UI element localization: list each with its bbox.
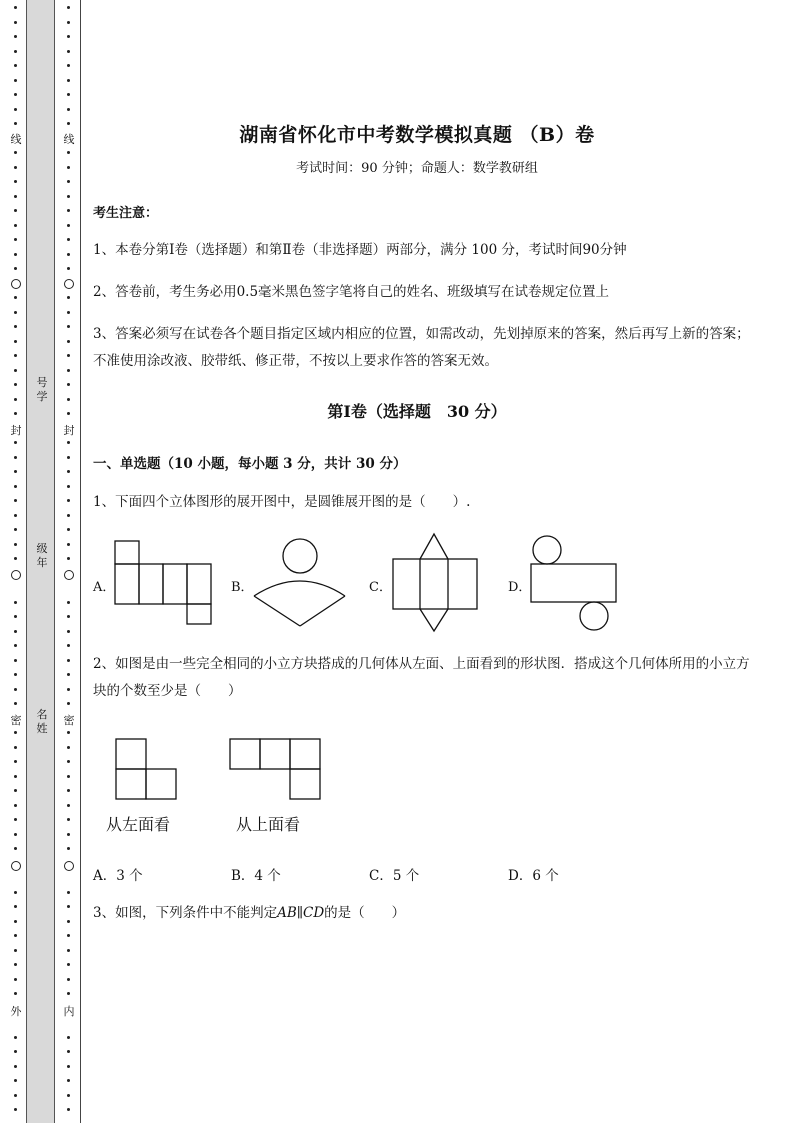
binding-dot: [14, 934, 17, 937]
binding-dot: [67, 891, 70, 894]
binding-dot: [14, 35, 17, 38]
binding-dot: [67, 746, 70, 749]
binding-dot: [67, 789, 70, 792]
binding-dot: [67, 630, 70, 633]
binding-dot: [14, 978, 17, 981]
binding-dot: [14, 847, 17, 850]
binding-dot: [14, 601, 17, 604]
binding-dot: [14, 470, 17, 473]
q2-option-b: B．4 个: [231, 868, 281, 884]
binding-dot: [14, 615, 17, 618]
binding-dot: [67, 659, 70, 662]
binding-dot: [67, 528, 70, 531]
binding-dot: [14, 311, 17, 314]
binding-dot: [14, 1079, 17, 1082]
inner-circle: [64, 279, 74, 289]
binding-dot: [67, 992, 70, 995]
notice-item: 3、答案必须写在试卷各个题目指定区域内相应的位置，如需改动，先划掉原来的答案，然后再写上新的答案；不准使用涂改液、胶带纸、修正带，不按以上要求作答的答案无效。: [93, 326, 750, 369]
binding-dot: [67, 325, 70, 328]
binding-dot: [67, 499, 70, 502]
q3-text-after: 的是（ ）: [324, 905, 406, 921]
q2-left-view-caption: 从左面看: [106, 815, 171, 834]
outer-mark-seal: 封: [10, 424, 22, 437]
binding-dot: [14, 514, 17, 517]
binding-dot: [14, 644, 17, 647]
binding-dot: [14, 64, 17, 67]
binding-dot: [67, 64, 70, 67]
binding-dot: [67, 1079, 70, 1082]
inner-mark-secret: 密: [63, 714, 75, 727]
binding-dot: [67, 253, 70, 256]
binding-dot: [67, 296, 70, 299]
inner-mark-inside: 内: [63, 1005, 75, 1018]
binding-dot: [67, 354, 70, 357]
binding-dot: [14, 528, 17, 531]
outer-mark-outside: 外: [10, 1005, 22, 1018]
binding-dot: [14, 325, 17, 328]
binding-dot: [67, 1036, 70, 1039]
binding-dot: [14, 673, 17, 676]
q1-figure-a-cube-net: [114, 540, 214, 630]
binding-dot: [14, 369, 17, 372]
binding-dot: [67, 1108, 70, 1111]
binding-dot: [67, 180, 70, 183]
question-2: 2、如图是由一些完全相同的小立方块搭成的几何体从左面、上面看到的形状图．搭成这个几何体所用的小立方块的个数至少是（ ）: [93, 656, 750, 699]
binding-dot: [14, 1094, 17, 1097]
binding-dot: [67, 383, 70, 386]
binding-dot: [14, 760, 17, 763]
binding-dot: [67, 238, 70, 241]
binding-dot: [14, 1050, 17, 1053]
binding-dot: [14, 441, 17, 444]
binding-dot: [14, 659, 17, 662]
binding-dot: [14, 920, 17, 923]
q2-left-view-figure: [115, 738, 185, 808]
strip-label-char: 名: [36, 708, 48, 721]
binding-dot: [67, 775, 70, 778]
binding-dot: [67, 514, 70, 517]
binding-dot: [14, 963, 17, 966]
binding-dot: [14, 731, 17, 734]
binding-dot: [14, 818, 17, 821]
binding-dot: [14, 224, 17, 227]
binding-dot: [14, 267, 17, 270]
binding-dot: [14, 79, 17, 82]
binding-dot: [67, 557, 70, 560]
q1-option-b-label: B．: [231, 580, 254, 595]
binding-dot: [14, 746, 17, 749]
binding-dot: [14, 6, 17, 9]
binding-dot: [14, 905, 17, 908]
binding-dot: [14, 209, 17, 212]
binding-dot: [14, 702, 17, 705]
q1-figure-c-prism-net: [392, 533, 482, 633]
inner-mark-seal: 封: [63, 424, 75, 437]
page-title: 湖南省怀化市中考数学模拟真题 （B）卷: [239, 124, 595, 146]
binding-dot: [67, 1050, 70, 1053]
q1-option-c-label: C．: [369, 580, 392, 595]
outer-mark-secret: 密: [10, 714, 22, 727]
binding-dot: [14, 1108, 17, 1111]
binding-dot: [67, 702, 70, 705]
outer-circle: [11, 279, 21, 289]
binding-dot: [67, 311, 70, 314]
binding-dot: [67, 804, 70, 807]
name-label: [26, 708, 58, 736]
binding-dot: [67, 151, 70, 154]
binding-dot: [67, 963, 70, 966]
binding-dot: [67, 934, 70, 937]
binding-dot: [14, 804, 17, 807]
binding-dot: [67, 195, 70, 198]
class-label: [26, 542, 58, 570]
q2-option-d: D．6 个: [508, 868, 559, 884]
q1-figure-d-cylinder-net: [530, 534, 630, 634]
binding-dot: [14, 253, 17, 256]
binding-dot: [67, 6, 70, 9]
binding-dot: [67, 847, 70, 850]
binding-dot: [14, 833, 17, 836]
q1-option-d-label: D．: [508, 580, 532, 595]
outer-circle: [11, 570, 21, 580]
notice-item: 1、本卷分第Ⅰ卷（选择题）和第Ⅱ卷（非选择题）两部分，满分 100 分，考试时间90分钟: [93, 242, 627, 258]
q2-option-c: C．5 个: [369, 868, 420, 884]
binding-dot: [67, 905, 70, 908]
binding-dot: [14, 195, 17, 198]
binding-dot: [67, 485, 70, 488]
binding-dot: [67, 21, 70, 24]
binding-dot: [67, 441, 70, 444]
binding-dot: [67, 688, 70, 691]
binding-dot: [14, 180, 17, 183]
binding-dot: [14, 499, 17, 502]
binding-dot: [67, 35, 70, 38]
binding-dot: [14, 383, 17, 386]
binding-dot: [14, 992, 17, 995]
binding-dot: [14, 1065, 17, 1068]
binding-dot: [14, 557, 17, 560]
binding-dot: [67, 978, 70, 981]
binding-dot: [67, 1065, 70, 1068]
binding-dot: [67, 209, 70, 212]
binding-dot: [14, 789, 17, 792]
binding-dot: [67, 108, 70, 111]
strip-label-char: 年: [36, 556, 48, 569]
binding-dot: [67, 224, 70, 227]
question-3: [93, 900, 753, 927]
binding-dot: [14, 456, 17, 459]
binding-dot: [14, 21, 17, 24]
q1-figure-b-cone-net: [252, 538, 352, 628]
binding-dot: [67, 543, 70, 546]
strip-label-char: 姓: [36, 722, 48, 735]
outer-circle: [11, 861, 21, 871]
inner-mark-line: 线: [63, 133, 75, 146]
binding-dot: [67, 949, 70, 952]
notice-item: 2、答卷前，考生务必用0.5毫米黑色签字笔将自己的姓名、班级填写在试卷规定位置上: [93, 284, 610, 300]
q2-top-view-figure: [229, 738, 329, 808]
binding-dot: [67, 731, 70, 734]
binding-dot: [14, 296, 17, 299]
binding-dot: [14, 949, 17, 952]
question-1: 1、下面四个立体图形的展开图中，是圆锥展开图的是（ ）.: [93, 494, 471, 510]
binding-dot: [14, 891, 17, 894]
strip-label-char: 号: [36, 376, 48, 389]
exam-info: 考试时间：90 分钟；命题人：数学教研组: [296, 161, 538, 176]
binding-dot: [67, 369, 70, 372]
binding-dot: [14, 108, 17, 111]
binding-dot: [14, 238, 17, 241]
binding-dot: [67, 93, 70, 96]
binding-dot: [14, 688, 17, 691]
binding-dot: [67, 601, 70, 604]
part-title: 一、单选题（10 小题，每小题 3 分，共计 30 分）: [93, 456, 407, 472]
binding-dot: [67, 920, 70, 923]
binding-dot: [67, 470, 70, 473]
binding-dot: [67, 673, 70, 676]
binding-dot: [14, 340, 17, 343]
binding-dot: [14, 1036, 17, 1039]
binding-dot: [67, 760, 70, 763]
binding-dot: [67, 79, 70, 82]
binding-dot: [67, 340, 70, 343]
q1-option-a-label: A．: [93, 580, 116, 595]
inner-circle: [64, 861, 74, 871]
binding-dot: [67, 644, 70, 647]
binding-dot: [14, 543, 17, 546]
binding-dot: [14, 354, 17, 357]
binding-dot: [14, 775, 17, 778]
inner-circle: [64, 570, 74, 580]
binding-dot: [67, 1094, 70, 1097]
binding-dot: [67, 615, 70, 618]
binding-dot: [67, 833, 70, 836]
q3-math-expression: AB∥CD: [277, 905, 325, 921]
strip-label-char: 级: [36, 542, 48, 555]
binding-dot: [14, 151, 17, 154]
binding-dot: [14, 485, 17, 488]
binding-dot: [14, 50, 17, 53]
binding-dot: [14, 630, 17, 633]
binding-dot: [67, 50, 70, 53]
q2-option-a: A．3 个: [93, 868, 143, 884]
binding-dot: [14, 93, 17, 96]
binding-dot: [67, 818, 70, 821]
outer-mark-line: 线: [10, 133, 22, 146]
section-title: 第Ⅰ卷（选择题 30 分）: [327, 402, 507, 421]
binding-dot: [67, 456, 70, 459]
q3-text-before: 3、如图，下列条件中不能判定: [93, 905, 278, 921]
binding-dot: [67, 267, 70, 270]
strip-label-char: 学: [36, 390, 48, 403]
notice-heading: 考生注意：: [93, 206, 159, 221]
q2-top-view-caption: 从上面看: [236, 815, 301, 834]
